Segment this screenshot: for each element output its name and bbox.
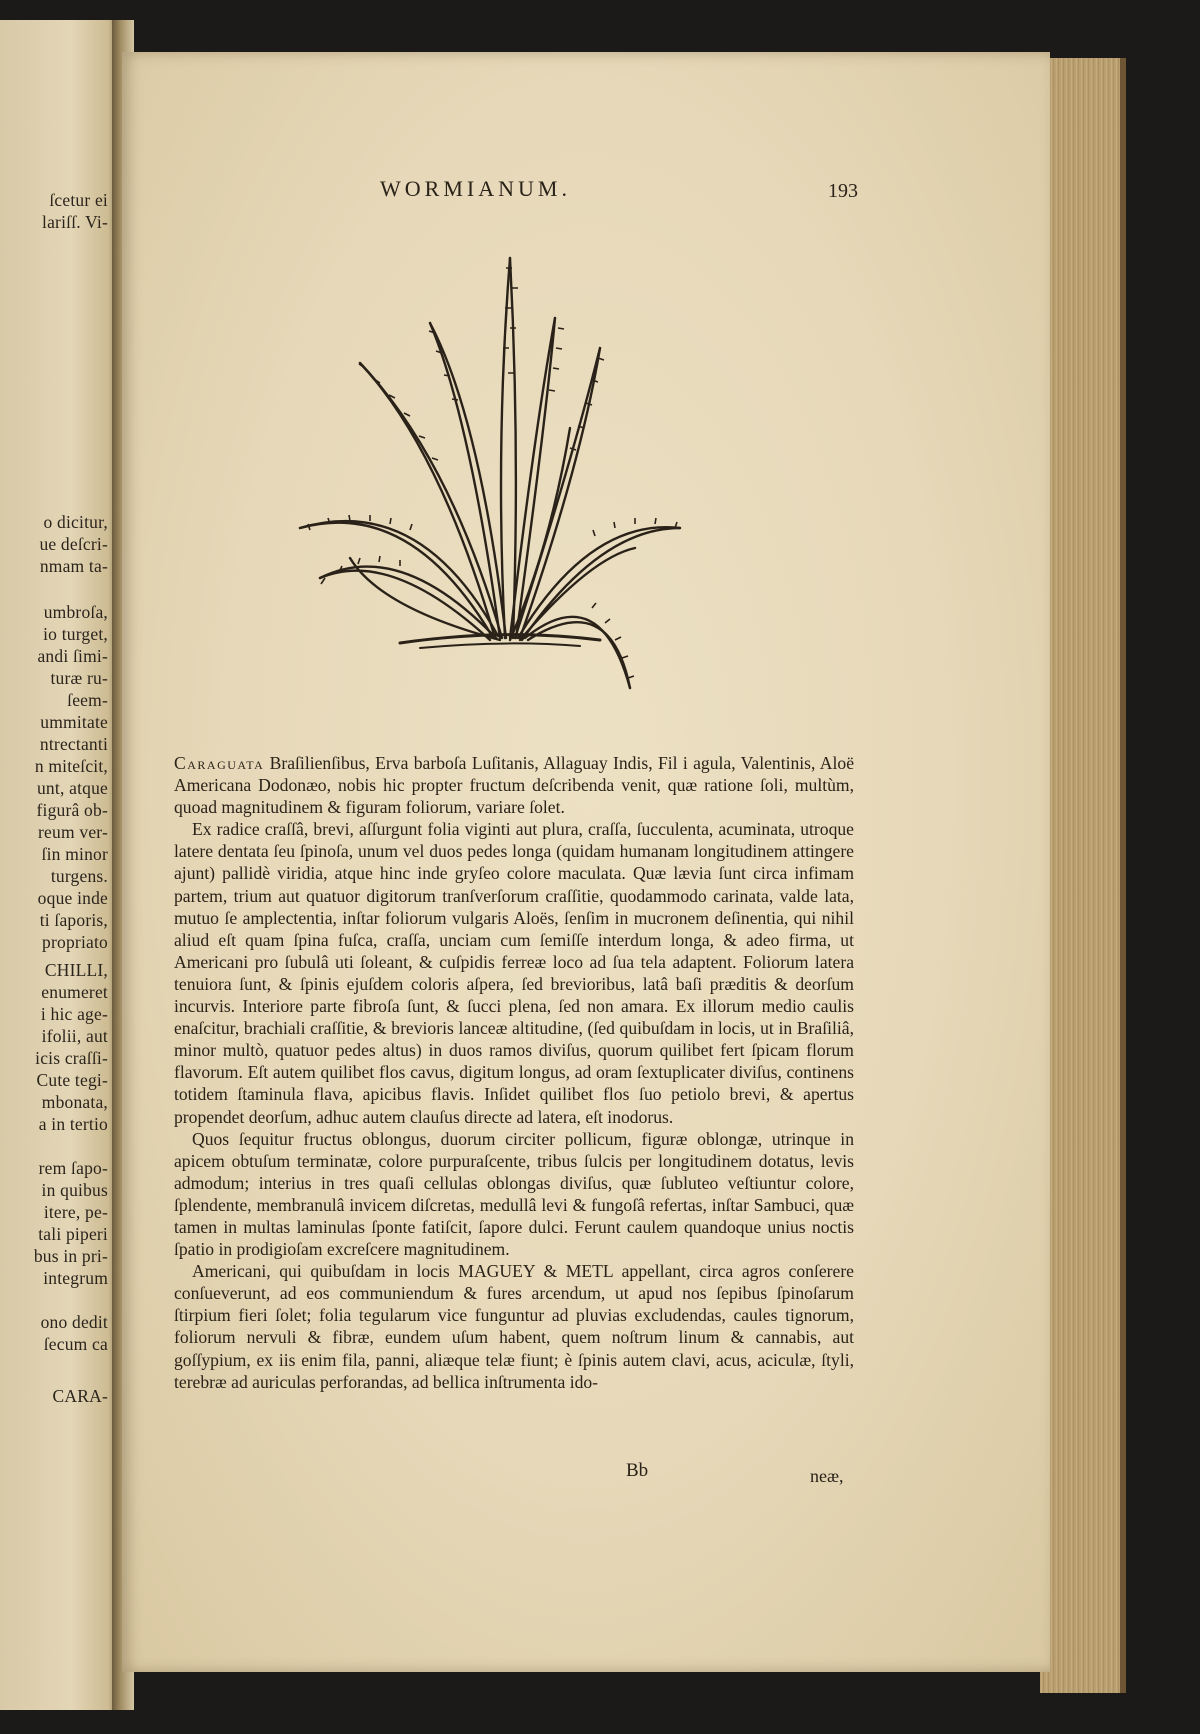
left-page-line: rem ſapo- (38, 1158, 108, 1178)
left-page-line: ono dedit (40, 1312, 108, 1332)
paragraph (174, 1128, 854, 1261)
paragraph-lead: Caraguata (174, 753, 265, 773)
paragraph-text: Quos ſequitur fructus oblongus, duorum circiter pollicum, figuræ oblongæ, utrinque in apicem obtuſum terminatæ, colore purpuraſcente, tribus ſulcis per longitudinem dotatus, levis admodum; interius in tres quaſi cellulas oblongas diviſus, quæ ſubluteo veſtiuntur colore, ſplendente, membranulâ invicem diſcretas, medullâ levi & fungoſâ refertas, inſtar Sambuci, quæ tamen in multas laminulas ſponte fatiſcit, ſapore dulci. Ferunt caulem quandoque unius noctis ſpatio in prodigioſam excreſcere magnitudinem. (174, 1128, 854, 1260)
left-page-line: Cute tegi- (36, 1070, 108, 1090)
left-page-line: o dicitur, (43, 512, 108, 532)
signature-mark: Bb (626, 1460, 649, 1481)
left-page-line: lariſſ. Vi- (42, 212, 108, 232)
left-page-line: ifolii, aut (41, 1026, 108, 1046)
page-edges (1040, 58, 1126, 1693)
left-page-line: umbroſa, (43, 602, 108, 622)
left-page-line: ummitate (40, 712, 108, 732)
left-page-line: i hic age- (40, 1004, 108, 1024)
left-page-line: turgens. (50, 866, 108, 886)
left-page-line: enumeret (41, 982, 108, 1002)
left-page-line: ſin minor (41, 844, 108, 864)
left-page-line: ntrectanti (39, 734, 108, 754)
left-page-line: CARA- (52, 1386, 108, 1406)
paragraph-text: Americani, qui quibuſdam in locis MAGUEY & METL appellant, circa agros conſerere conſueverunt, ad eos communiendum & fures arcendum, ut apud nos ſepibus ſpinoſarum ſtirpium fieri ſolet; folia tegularum vice funguntur ad pluvias excludendas, caules tignorum, foliorum nervuli & fibræ, eundem uſum habent, quem noſtrum linum & cannabis, aut goſſypium, ex iis enim fila, panni, aliæque telæ fiunt; è ſpinis autem clavi, acus, aciculæ, ſtyli, terebræ ad auriculas perforandas, ad bellica inſtrumenta ido- (174, 1261, 854, 1392)
left-page-line: ſeem- (67, 690, 108, 710)
paragraph (174, 752, 854, 818)
left-page-line: ue deſcri- (39, 534, 108, 554)
left-page-line: propriato (42, 932, 108, 952)
body-text (174, 752, 854, 1393)
left-page-line: CHILLI, (44, 960, 108, 980)
left-page-line: andi ſimi- (37, 646, 108, 666)
left-page-line: ſecum ca (43, 1334, 108, 1354)
paragraph (174, 1260, 854, 1393)
left-page-line: tali piperi (38, 1224, 108, 1244)
left-page-line: turæ ru- (50, 668, 108, 688)
page-number: 193 (828, 180, 858, 202)
left-page-line: itere, pe- (43, 1202, 108, 1222)
agave-illustration (270, 248, 740, 718)
left-page-line: a in tertio (38, 1114, 108, 1134)
left-page-line: mbonata, (41, 1092, 108, 1112)
left-page-line: ſcetur ei (49, 190, 108, 210)
left-page-line: bus in pri- (33, 1246, 108, 1266)
left-page-line: unt, atque (36, 778, 108, 798)
paragraph-text: Ex radice craſſâ, brevi, aſſurgunt folia viginti aut plura, craſſa, ſucculenta, acuminata, utroque latere dentata ſeu ſpinoſa, unum vel duos pedes longa (quidam humanam longitudinem attingere ajunt) pallidè viridia, atque hinc inde gryſeo colore maculata. Quæ lævia ſunt circa infimam partem, trium aut quatuor digitorum tranſverſorum craſſitie, quodammodo carinata, valde lata, mutuo ſe amplectentia, inſtar foliorum vulgaris Aloës, ſenſim in mucronem deſinentia, qui nihil aliud eſt quam ſpina fuſca, craſſa, unciam cum ſemiſſe interdum longa, & adeo firma, ut Americani pro ſubulâ uti ſoleant, & cuſpidis ferreæ loco ad ſua tela adaptent. Foliorum latera tenuiora ſunt, & ſpinis ejuſdem coloris aſpera, ſed brevioribus, latâ baſi præditis & deorſum incurvis. Interiore parte fibroſa ſunt, & ſucci plena, ſed non amara. Ex illorum medio caulis enaſcitur, brachiali craſſitie, & brevioris lanceæ altitudine, (ſed quibuſdam in locis, ut in Braſiliâ, minor multò, quatuor pedes altus) in duos ramos diviſus, quorum quilibet fert ſpicam florum flavorum. Eſt autem quilibet flos cavus, digitum longus, ad oram ſextuplicater diviſus, continens totidem ſtaminula flava, apicibus flavis. Inſidet quilibet flos ſuo petiolo brevi, & apertus propendet deorſum, adhuc autem clauſus directe ad latera, eſt inodorus. (174, 819, 854, 1127)
left-page (0, 20, 118, 1710)
left-page-line: reum ver- (38, 822, 108, 842)
left-page-line: io turget, (43, 624, 108, 644)
left-page-line: in quibus (41, 1180, 108, 1200)
left-page-line: integrum (43, 1268, 108, 1288)
catchword: neæ, (810, 1466, 844, 1486)
left-page-line: oque inde (37, 888, 108, 908)
left-page-line: figurâ ob- (36, 800, 108, 820)
left-page-line: ti ſaporis, (39, 910, 108, 930)
left-page-line: icis craſſi- (35, 1048, 108, 1068)
paragraph-text: Braſilienſibus, Erva barboſa Luſitanis, Allaguay Indis, Fil i agula, Valentinis, Aloë Americana Dodonæo, nobis hic propter fructum deſcribenda venit, quæ ratione ſoli, multùm, quoad magnitudinem & figuram foliorum, variare ſolet. (174, 753, 854, 818)
left-page-line: nmam ta- (39, 556, 108, 576)
paragraph (174, 818, 854, 1127)
left-page-line: n miteſcit, (34, 756, 108, 776)
running-title: WORMIANUM. (380, 176, 571, 201)
